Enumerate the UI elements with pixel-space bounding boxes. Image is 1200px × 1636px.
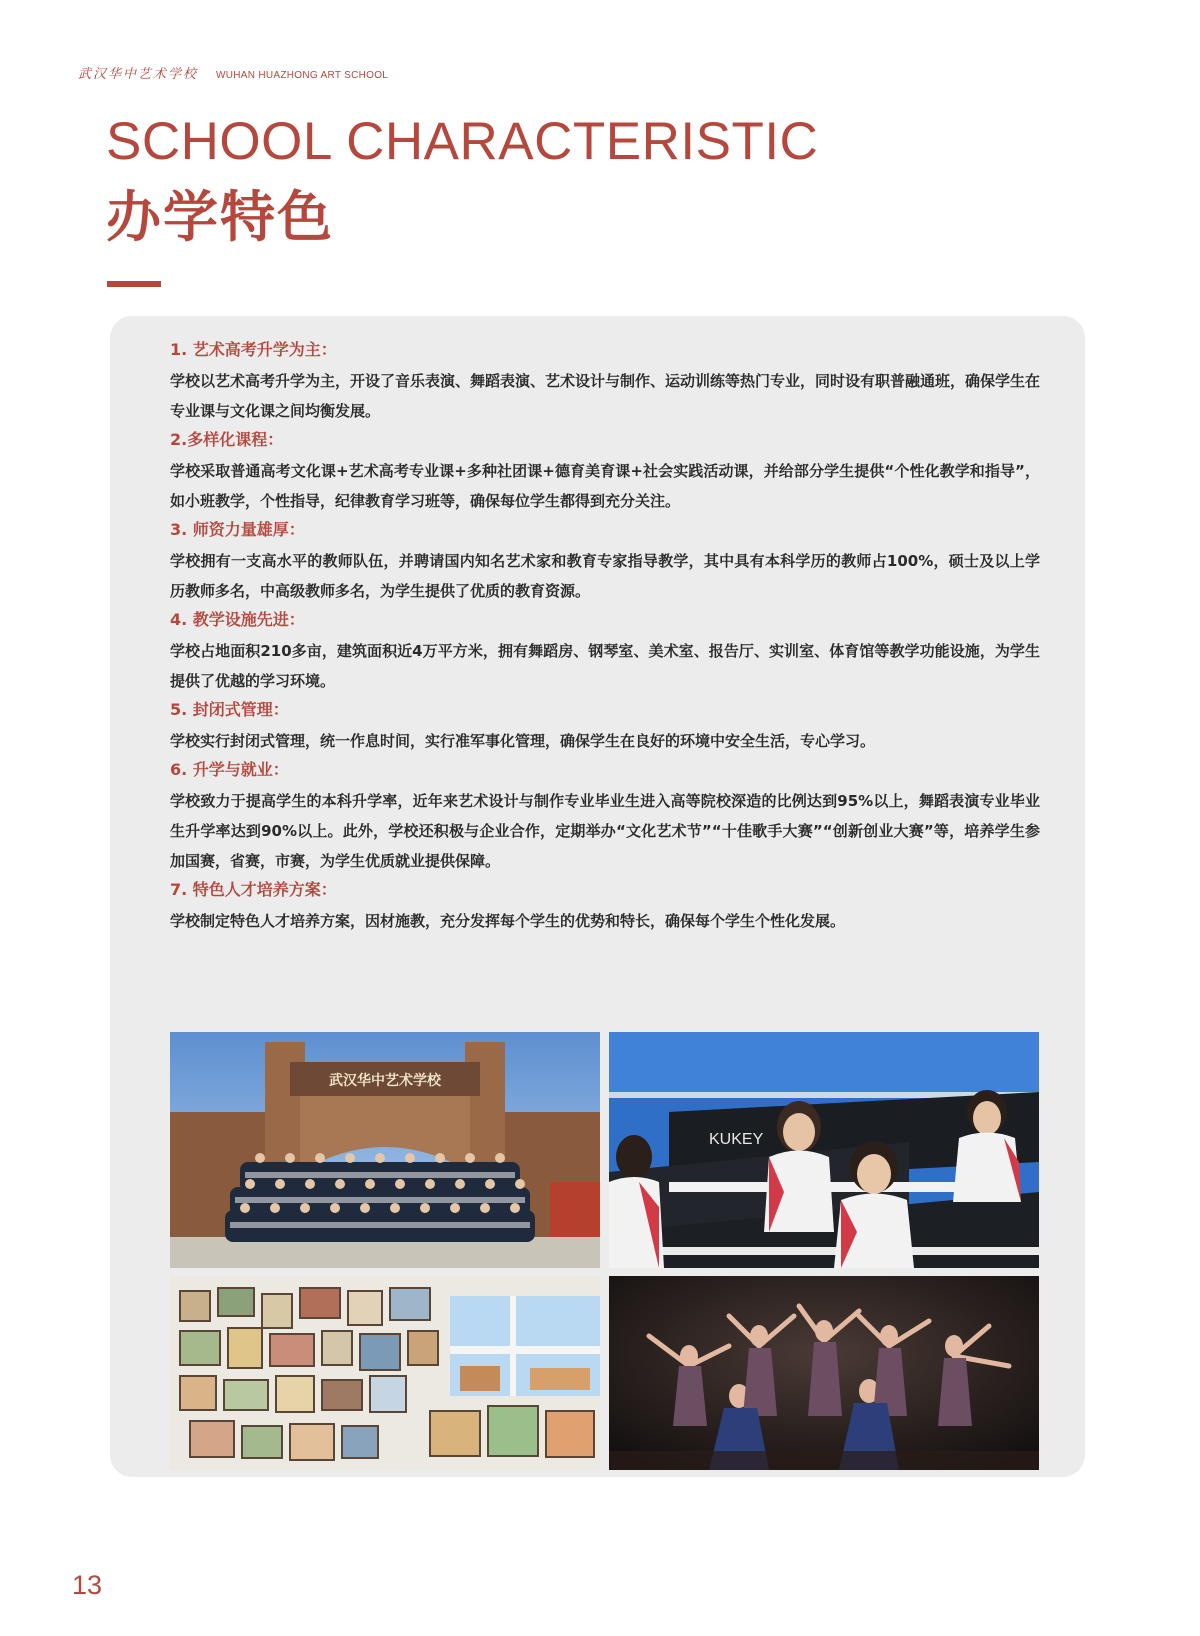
piano-classroom-photo bbox=[609, 1032, 1039, 1268]
item-body: 学校拥有一支高水平的教师队伍，并聘请国内知名艺术家和教育专家指导教学，其中具有本科学历的教师占100%，硕士及以上学历教师多名，中高级教师多名，为学生提供了优质的教育资源。 bbox=[170, 552, 1040, 600]
list-item bbox=[170, 758, 1040, 876]
item-title: 1. 艺术高考升学为主： bbox=[170, 340, 337, 359]
item-title: 5. 封闭式管理： bbox=[170, 700, 289, 719]
gate-sign-text: 武汉华中艺术学校 bbox=[329, 1073, 441, 1089]
school-gate-group-photo bbox=[170, 1032, 600, 1268]
item-body: 学校实行封闭式管理，统一作息时间，实行准军事化管理，确保学生在良好的环境中安全生活，专心学习。 bbox=[170, 732, 876, 750]
page-title-en: SCHOOL CHARACTERISTIC bbox=[106, 112, 819, 171]
item-title: 7. 特色人才培养方案： bbox=[170, 880, 337, 899]
item-title: 6. 升学与就业： bbox=[170, 760, 289, 779]
list-item bbox=[170, 878, 1040, 936]
item-body: 学校采取普通高考文化课+艺术高考专业课+多种社团课+德育美育课+社会实践活动课，并给部分学生提供“个性化教学和指导”，如小班教学，个性指导，纪律教育学习班等，确保每位学生都得到充分关注。 bbox=[170, 462, 1040, 510]
item-title: 3. 师资力量雄厚： bbox=[170, 520, 305, 539]
list-item bbox=[170, 698, 1040, 756]
list-item bbox=[170, 518, 1040, 606]
item-title: 2.多样化课程： bbox=[170, 430, 284, 449]
school-name-cn: 武汉华中艺术学校 bbox=[78, 67, 199, 82]
page-header bbox=[78, 63, 388, 82]
list-item bbox=[170, 338, 1040, 426]
dance-performance-photo bbox=[609, 1276, 1039, 1470]
page-title-cn: 办学特色 bbox=[106, 185, 335, 249]
item-body: 学校致力于提高学生的本科升学率，近年来艺术设计与制作专业毕业生进入高等院校深造的比例达到95%以上，舞蹈表演专业毕业生升学率达到90%以上。此外，学校还积极与企业合作，定期举办“文化艺术节”“十佳歌手大赛”“创新创业大赛”等，培养学生参加国赛，省赛，市赛，为学生优质就业提供保障。 bbox=[170, 792, 1040, 870]
keyboard-brand-text: KUKEY bbox=[709, 1131, 764, 1148]
school-name-en: WUHAN HUAZHONG ART SCHOOL bbox=[216, 70, 389, 81]
art-room-photo bbox=[170, 1276, 600, 1470]
list-item bbox=[170, 608, 1040, 696]
title-underline bbox=[107, 281, 161, 287]
list-item bbox=[170, 428, 1040, 516]
page-number: 13 bbox=[72, 1570, 103, 1600]
content-panel bbox=[110, 316, 1085, 1477]
characteristics-list bbox=[170, 338, 1040, 938]
item-body: 学校占地面积210多亩，建筑面积近4万平方米，拥有舞蹈房、钢琴室、美术室、报告厅、实训室、体育馆等教学功能设施，为学生提供了优越的学习环境。 bbox=[170, 642, 1040, 690]
photo-grid bbox=[170, 1032, 1028, 1470]
item-body: 学校制定特色人才培养方案，因材施教，充分发挥每个学生的优势和特长，确保每个学生个性化发展。 bbox=[170, 912, 846, 930]
item-title: 4. 教学设施先进： bbox=[170, 610, 305, 629]
item-body: 学校以艺术高考升学为主，开设了音乐表演、舞蹈表演、艺术设计与制作、运动训练等热门专业，同时设有职普融通班，确保学生在专业课与文化课之间均衡发展。 bbox=[170, 372, 1041, 420]
